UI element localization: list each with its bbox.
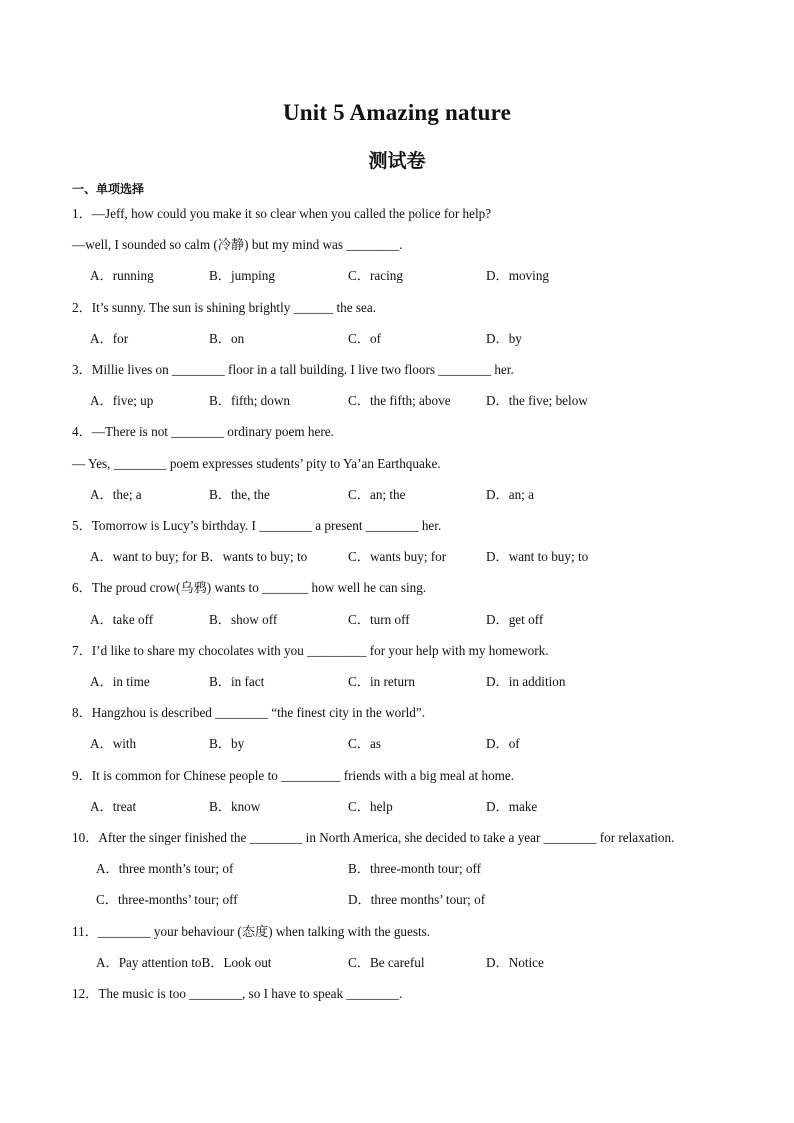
question-1-options [0,268,794,284]
option-a[interactable]: A．three month’s tour; of [96,861,234,876]
option-a-b[interactable]: A．Pay attention toB．Look out [96,955,272,970]
question-9-options [0,799,794,815]
option-a[interactable]: A．treat [90,799,137,814]
option-b[interactable]: B．the, the [209,487,270,502]
section-heading: 一、单项选择 [72,182,145,196]
question-3-options [0,393,794,409]
question-2-options [0,331,794,347]
option-d[interactable]: D．the five; below [486,393,588,408]
option-d[interactable]: D．three months’ tour; of [348,892,486,907]
question-9-stem: 9．It is common for Chinese people to _________ friends with a big meal at home. [72,768,515,783]
question-5-options [0,549,794,565]
question-7-stem: 7．I’d like to share my chocolates with you _________ for your help with my homework. [72,643,549,658]
question-6-options [0,612,794,628]
question-10-options-row2 [0,892,794,908]
question-6-stem: 6．The proud crow(乌鸦) wants to _______ how well he can sing. [72,580,427,595]
option-a[interactable]: A．the; a [90,487,142,502]
option-c[interactable]: C．turn off [348,612,410,627]
question-12-stem: 12．The music is too ________, so I have to speak ________. [72,986,403,1001]
option-b[interactable]: B．fifth; down [209,393,290,408]
option-b[interactable]: B．by [209,736,245,751]
option-a[interactable]: A．take off [90,612,154,627]
option-d[interactable]: D．make [486,799,538,814]
option-d[interactable]: D．of [486,736,520,751]
option-d[interactable]: D．moving [486,268,550,283]
question-2-stem: 2．It’s sunny. The sun is shining brightly ______ the sea. [72,300,377,315]
question-11-options [0,955,794,971]
question-4-options [0,487,794,503]
page-title: Unit 5 Amazing nature [282,100,512,125]
question-5-stem: 5．Tomorrow is Lucy’s birthday. I ________ a present ________ her. [72,518,442,533]
option-d[interactable]: D．by [486,331,522,346]
option-a[interactable]: A．five; up [90,393,154,408]
option-d[interactable]: D．get off [486,612,544,627]
question-10-stem: 10．After the singer finished the ________ in North America, she decided to take a year ________ for relaxation. [72,830,675,845]
option-d[interactable]: D．an; a [486,487,534,502]
question-8-stem: 8．Hangzhou is described ________ “the finest city in the world”. [72,705,426,720]
option-b[interactable]: B．show off [209,612,278,627]
option-c[interactable]: C．as [348,736,381,751]
option-c[interactable]: C．of [348,331,381,346]
question-11-stem: 11．________ your behaviour (态度) when talking with the guests. [72,924,431,939]
option-b[interactable]: B．on [209,331,245,346]
option-d[interactable]: D．in addition [486,674,566,689]
option-d[interactable]: D．Notice [486,955,544,970]
option-c[interactable]: C．Be careful [348,955,425,970]
question-3-stem: 3．Millie lives on ________ floor in a tall building. I live two floors ________ her. [72,362,514,377]
option-c[interactable]: C．wants buy; for [348,549,447,564]
question-4-stem-line2: — Yes, ________ poem expresses students’ pity to Ya’an Earthquake. [72,456,441,471]
option-c[interactable]: C．the fifth; above [348,393,451,408]
question-10-options-row1 [0,861,794,877]
option-b[interactable]: B．jumping [209,268,275,283]
question-1-stem: 1．—Jeff, how could you make it so clear when you called the police for help? [72,206,492,221]
question-1-stem-line2: —well, I sounded so calm (冷静) but my mind was ________. [72,237,403,252]
option-a[interactable]: A．in time [90,674,150,689]
option-b[interactable]: B．three-month tour; off [348,861,482,876]
question-7-options [0,674,794,690]
option-b[interactable]: B．know [209,799,261,814]
question-4-stem: 4．—There is not ________ ordinary poem here. [72,424,334,439]
question-8-options [0,736,794,752]
option-c[interactable]: C．an; the [348,487,406,502]
option-d[interactable]: D．want to buy; to [486,549,589,564]
option-c[interactable]: C．help [348,799,393,814]
option-c[interactable]: C．three-months’ tour; off [96,892,238,907]
option-a[interactable]: A．running [90,268,154,283]
option-a-b[interactable]: A．want to buy; for B．wants to buy; to [90,549,308,564]
option-c[interactable]: C．in return [348,674,416,689]
option-a[interactable]: A．with [90,736,137,751]
page-subtitle: 测试卷 [368,150,426,172]
option-b[interactable]: B．in fact [209,674,265,689]
option-c[interactable]: C．racing [348,268,403,283]
option-a[interactable]: A．for [90,331,129,346]
